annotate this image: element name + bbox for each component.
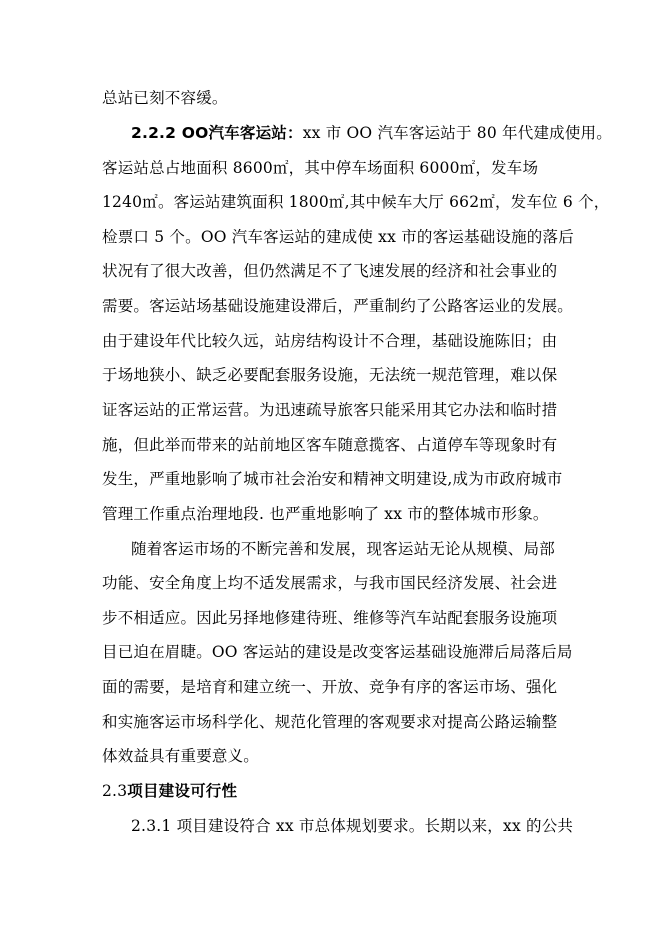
- section-2-2-2-title: 2.2.2 OO汽车客运站：: [131, 124, 303, 142]
- paragraph-line: 和实施客运市场科学化、规范化管理的客观要求对提高公路运输整: [102, 713, 558, 731]
- paragraph-line: 目已迫在眉睫。OO 客运站的建设是改变客运基础设施滞后局落后局: [102, 643, 573, 661]
- paragraph-line: 需要。客运站场基础设施建设滞后，严重制约了公路客运业的发展。: [102, 297, 574, 315]
- heading-text: 项目建设可行性: [127, 782, 238, 800]
- paragraph-line: 管理工作重点治理地段. 也严重地影响了 xx 市的整体城市形象。: [102, 505, 549, 523]
- paragraph-line: 功能、安全角度上均不适发展需求，与我市国民经济发展、社会进: [102, 574, 558, 592]
- paragraph-line: 随着客运市场的不断完善和发展，现客运站无论从规模、局部: [131, 540, 555, 558]
- paragraph-line: 证客运站的正常运营。为迅速疏导旅客只能采用其它办法和临时措: [102, 401, 558, 419]
- section-2-3-heading: [102, 781, 237, 801]
- paragraph-line: 2.3.1 项目建设符合 xx 市总体规划要求。长期以来，xx 的公共: [131, 817, 574, 835]
- paragraph-line: 检票口 5 个。OO 汽车客运站的建成使 xx 市的客运基础设施的落后: [102, 228, 574, 246]
- paragraph-line: 由于建设年代比较久远，站房结构设计不合理，基础设施陈旧；由: [102, 332, 558, 350]
- paragraph-line: 体效益具有重要意义。: [102, 747, 260, 765]
- paragraph-line: 客运站总占地面积 8600㎡，其中停车场面积 6000㎡，发车场: [102, 159, 539, 177]
- paragraph-line: 施，但此举而带来的站前地区客车随意揽客、占道停车等现象时有: [102, 436, 558, 454]
- paragraph-line: 状况有了很大改善，但仍然满足不了飞速发展的经济和社会事业的: [102, 262, 558, 280]
- paragraph-line: 1240㎡。客运站建筑面积 1800㎡,其中候车大厅 662㎡，发车位 6 个，: [102, 193, 610, 211]
- paragraph-line: 于场地狭小、缺乏必要配套服务设施，无法统一规范管理，难以保: [102, 366, 558, 384]
- paragraph-line: 面的需要，是培育和建立统一、开放、竞争有序的客运市场、强化: [102, 678, 558, 696]
- heading-number: 2.3: [102, 782, 128, 800]
- paragraph-line: 发生，严重地影响了城市社会治安和精神文明建设,成为市政府城市: [102, 470, 563, 488]
- section-2-2-2-line: [131, 123, 612, 143]
- paragraph-text: xx 市 OO 汽车客运站于 80 年代建成使用。: [302, 124, 612, 142]
- paragraph-line: 总站已刻不容缓。: [102, 89, 228, 107]
- paragraph-line: 步不相适应。因此另择地修建待班、维修等汽车站配套服务设施项: [102, 609, 558, 627]
